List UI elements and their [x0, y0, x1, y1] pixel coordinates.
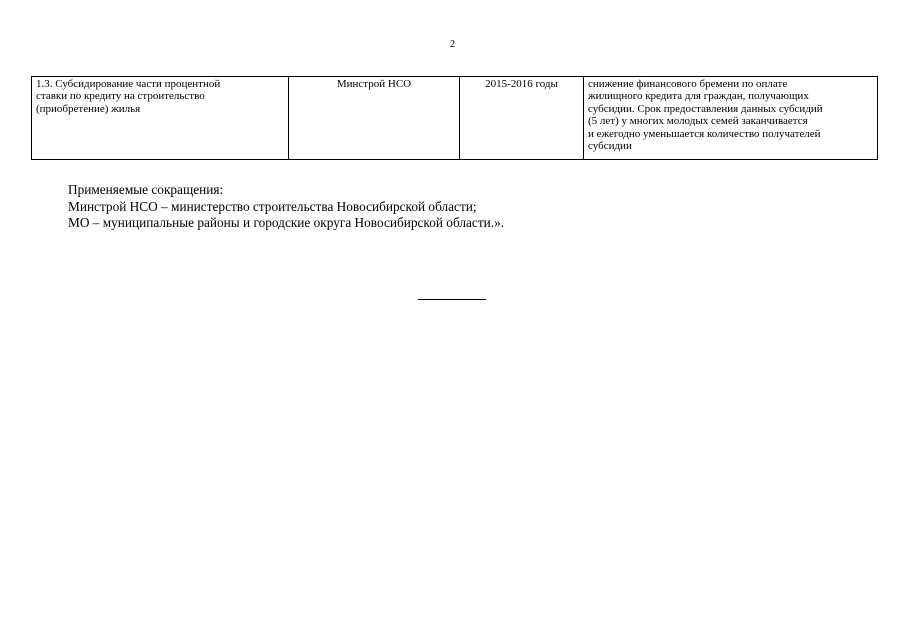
abbreviation-item: МО – муниципальные районы и городские округа Новосибирской области.».	[68, 215, 505, 230]
measure-line: (приобретение) жилья	[36, 102, 141, 115]
result-line: жилищного кредита для граждан, получающих	[588, 90, 809, 103]
end-divider	[418, 299, 486, 300]
result-line: снижение финансового бремени по оплате	[588, 78, 788, 90]
table-row	[32, 77, 878, 160]
measure-line: 1.3. Субсидирование части процентной	[36, 78, 221, 90]
abbreviations-heading: Применяемые сокращения:	[68, 182, 224, 197]
measure-cell	[32, 77, 289, 160]
executor-cell: Минстрой НСО	[289, 77, 460, 160]
abbreviations-block	[68, 182, 504, 232]
abbreviation-item: Минстрой НСО – министерство строительства Новосибирской области;	[68, 198, 477, 214]
result-line: (5 лет) у многих молодых семей заканчивается	[588, 115, 808, 128]
result-cell	[584, 77, 878, 160]
period-cell: 2015-2016 годы	[460, 77, 584, 160]
measure-line: ставки по кредиту на строительство	[36, 90, 205, 103]
result-line: и ежегодно уменьшается количество получателей	[588, 127, 821, 140]
measures-table	[31, 76, 878, 160]
page-number: 2	[450, 39, 455, 50]
result-line: субсидии	[588, 140, 632, 153]
result-line: субсидии. Срок предоставления данных субсидий	[588, 102, 823, 115]
